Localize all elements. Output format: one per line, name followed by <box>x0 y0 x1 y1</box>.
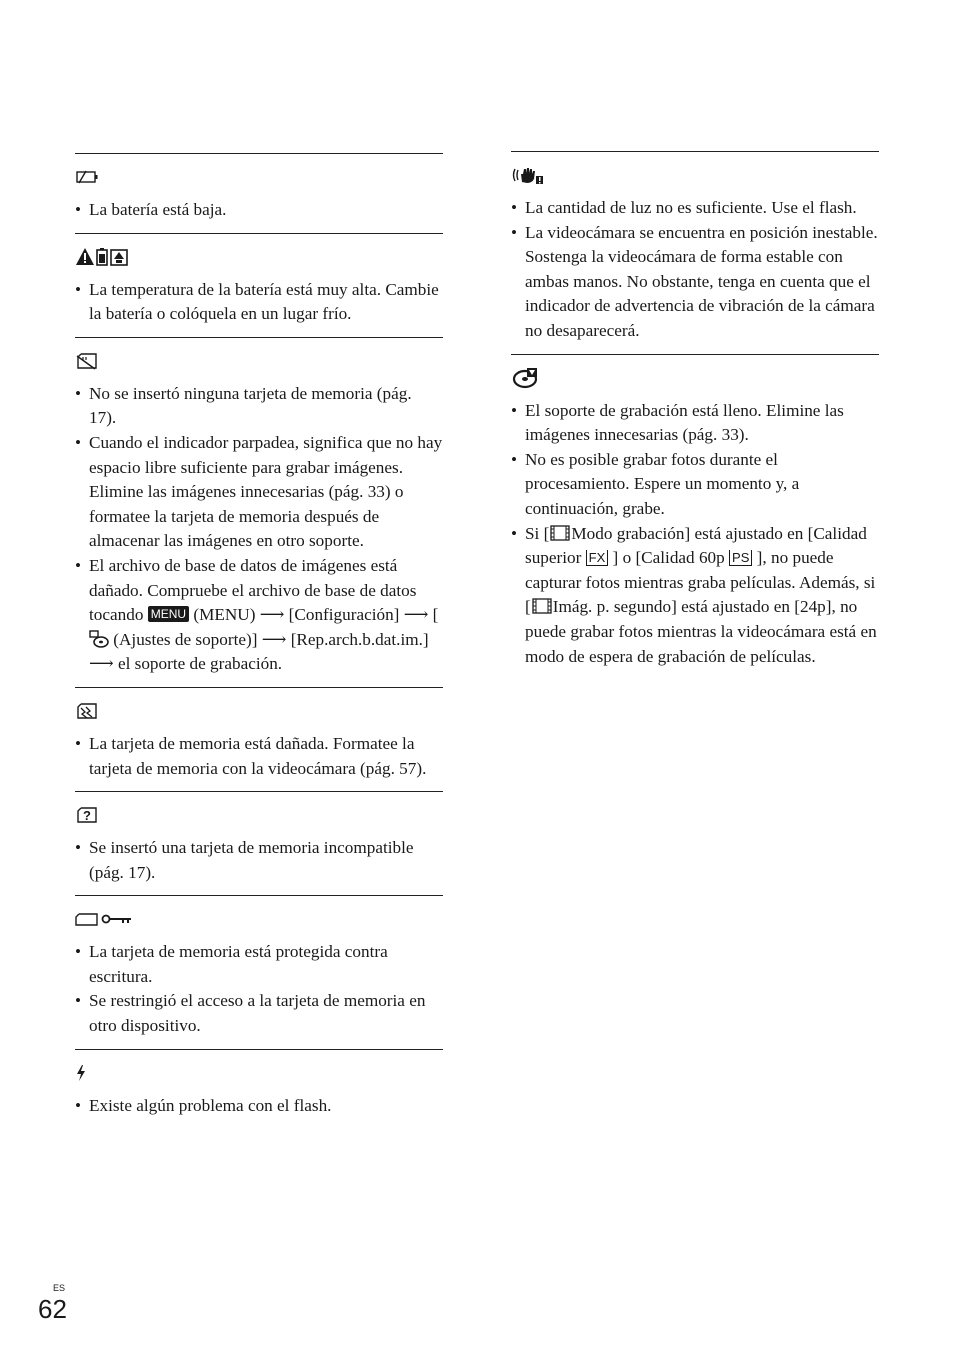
camera-shake-list <box>511 196 879 354</box>
memory-card-damaged-list <box>75 732 443 791</box>
memory-card-damaged-section <box>75 687 443 791</box>
memory-card-locked-icon <box>75 910 135 928</box>
flash-icon <box>75 1064 87 1082</box>
battery-low-section <box>75 153 443 233</box>
list-item: • La batería está baja. <box>75 198 443 223</box>
page-number: 62 <box>38 1294 67 1324</box>
battery-temperature-list <box>75 278 443 337</box>
list-item: • Se restringió el acceso a la tarjeta de memoria en otro dispositivo. <box>75 989 443 1038</box>
list-item-recording-mode <box>511 522 879 670</box>
list-item: • La videocámara se encuentra en posición inestable. Sostenga la videocámara de forma estable con ambas manos. No obstante, tenga en cuenta que el indicador de advertencia de vibración de la cámara no desaparecerá. <box>511 221 879 344</box>
camera-shake-warning-icon <box>511 165 545 185</box>
db-text-2: (MENU) <box>193 605 256 625</box>
list-item: • Existe algún problema con el flash. <box>75 1094 443 1119</box>
media-full-list <box>511 399 879 680</box>
db-text-4: [ <box>432 605 439 625</box>
incompatible-memory-card-icon <box>75 806 99 824</box>
svg-text:?: ? <box>83 808 91 824</box>
incompatible-card-list <box>75 836 443 895</box>
film-icon <box>549 524 571 542</box>
mode-text-e: Imág. p. segundo] está ajustado en [24p], no puede grabar fotos mientras la videocámara está en modo de espera de grabación de películas. <box>525 597 877 666</box>
list-item: • Se insertó una tarjeta de memoria incompatible (pág. 17). <box>75 836 443 885</box>
list-item: • No se insertó ninguna tarjeta de memoria (pág. 17). <box>75 382 443 431</box>
db-text-1: El archivo de base de datos de imágenes está dañado. Compruebe el archivo de base de datos tocando <box>89 555 417 625</box>
battery-temperature-warning-icon <box>75 247 131 267</box>
arrow-right-icon: ⟶ <box>261 629 287 649</box>
db-text-6: [Rep.arch.b.dat.im.] <box>290 629 429 649</box>
arrow-right-icon: ⟶ <box>89 654 114 674</box>
mode-text-a: Si [ <box>525 523 550 543</box>
media-full-icon <box>511 367 539 389</box>
left-column <box>75 153 443 1128</box>
memory-card-locked-section <box>75 895 443 1048</box>
list-item: • La temperatura de la batería está muy alta. Cambie la batería o colóquela en un lugar frío. <box>75 278 443 327</box>
media-settings-icon <box>89 630 109 648</box>
flash-list <box>75 1094 443 1129</box>
no-memory-card-list <box>75 382 443 687</box>
memory-card-damaged-icon <box>75 702 99 720</box>
memory-card-locked-list <box>75 940 443 1048</box>
flash-section <box>75 1049 443 1129</box>
list-item: • La tarjeta de memoria está dañada. Formatee la tarjeta de memoria con la videocámara (pág. 57). <box>75 732 443 781</box>
db-text-7: el soporte de grabación. <box>117 654 283 674</box>
list-item: • La cantidad de luz no es suficiente. Use el flash. <box>511 196 879 221</box>
battery-low-list <box>75 198 443 233</box>
mode-text-d: ], no puede capturar fotos mientras graba películas. Además, si [ <box>525 548 876 617</box>
mode-text-b: Modo grabación] está ajustado en [Calidad superior <box>525 523 867 568</box>
page-language-label: ES <box>53 1283 66 1293</box>
no-memory-card-section <box>75 337 443 687</box>
db-text-3: [Configuración] <box>288 605 400 625</box>
list-item: • No es posible grabar fotos durante el procesamiento. Espere un momento y, a continuación, grabe. <box>511 448 879 522</box>
battery-low-icon <box>75 169 99 185</box>
camera-shake-section <box>511 151 879 354</box>
ps-badge: PS <box>729 550 752 566</box>
list-item: • Cuando el indicador parpadea, significa que no hay espacio libre suficiente para grabar imágenes. Elimine las imágenes innecesarias (pág. 33) o formatee la tarjeta de memoria después de almacenar las imágenes en otro soporte. <box>75 431 443 554</box>
list-item: • La tarjeta de memoria está protegida contra escritura. <box>75 940 443 989</box>
battery-temperature-section <box>75 233 443 337</box>
list-item-database <box>75 554 443 677</box>
incompatible-card-section <box>75 791 443 895</box>
db-text-5: (Ajustes de soporte)] <box>113 629 258 649</box>
right-column <box>511 151 879 679</box>
mode-text-c: ] o [Calidad 60p <box>612 548 725 568</box>
media-full-section <box>511 354 879 680</box>
fx-badge: FX <box>586 550 609 566</box>
film-icon <box>531 597 553 615</box>
arrow-right-icon: ⟶ <box>259 605 285 625</box>
list-item: • El soporte de grabación está lleno. Elimine las imágenes innecesarias (pág. 33). <box>511 399 879 448</box>
no-memory-card-icon <box>75 352 99 370</box>
arrow-right-icon: ⟶ <box>403 605 429 625</box>
menu-key-icon: MENU <box>148 606 189 622</box>
